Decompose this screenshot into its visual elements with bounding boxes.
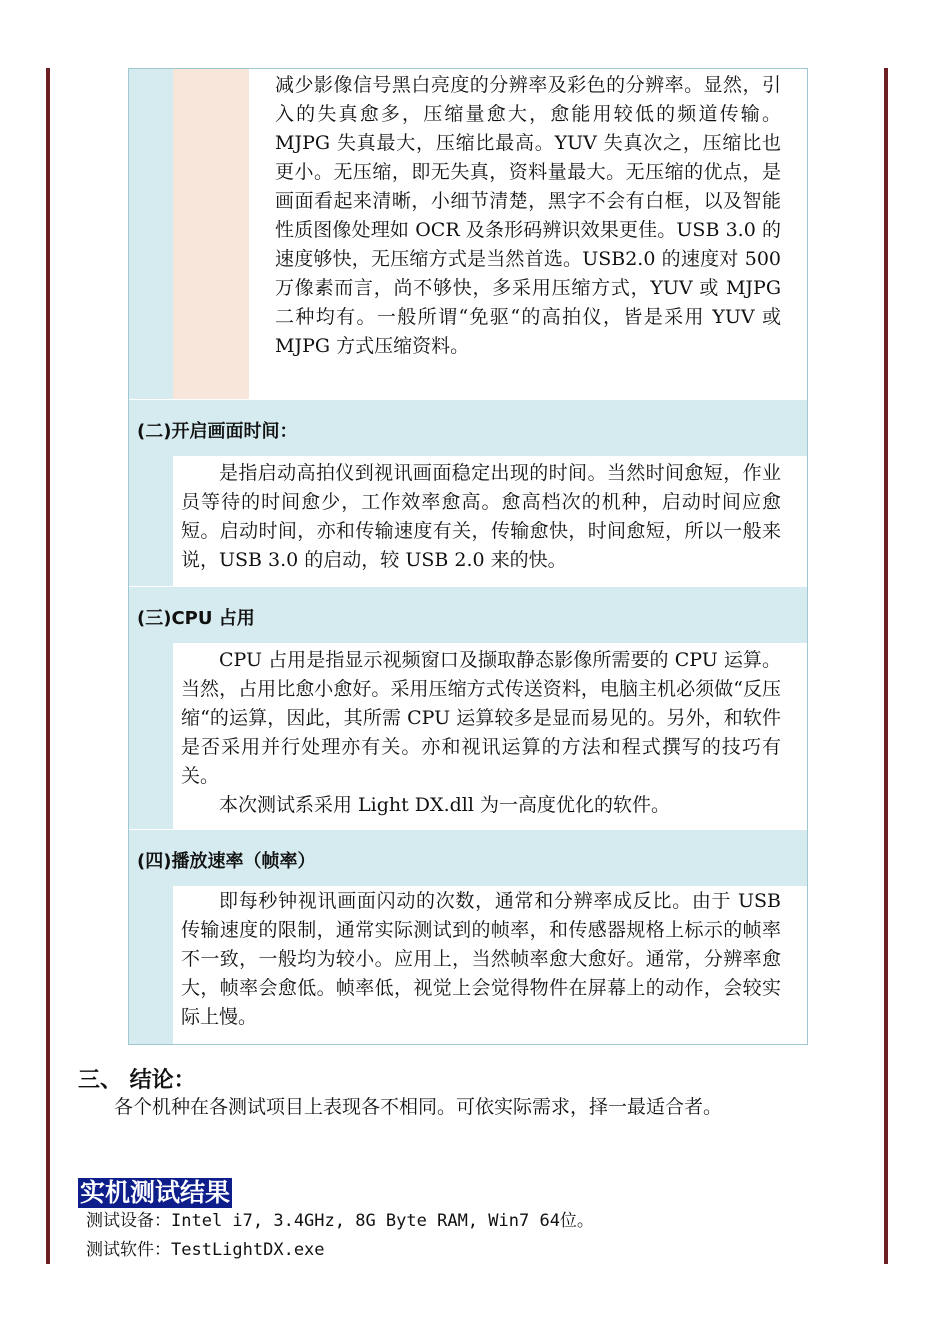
table-row-text-4	[181, 887, 781, 1032]
conclusion-text: 各个机种在各测试项目上表现各不相同。可依实际需求，择一最适合者。	[114, 1096, 723, 1118]
section3-paragraph-2: 本次测试系采用 Light DX.dll 为一高度优化的软件。	[219, 794, 670, 816]
table-peach-column	[173, 69, 249, 399]
section-heading-band-3	[129, 587, 807, 643]
table-row-text-1: 减少影像信号黑白亮度的分辨率及彩色的分辨率。显然，引入的失真愈多，压缩量愈大，愈能用较低的频道传输。MJPG 失真最大，压缩比最高。YUV 失真次之，压缩比也更小。无压缩，即无失真，资料量最大。无压缩的优点，是画面看起来清晰，小细节清楚，黑字不会有白框，以及智能性质图像处理如 OCR 及条形码辨识效果更佳。USB 3.0 的速度够快，无压缩方式是当然首选。USB2.0 的速度对 500 万像素而言，尚不够快，多采用压缩方式，YUV 或 MJPG 二种均有。一般所谓“免驱“的高拍仪，皆是采用 YUV 或 MJPG 方式压缩资料。	[275, 74, 781, 357]
section4-paragraph: 即每秒钟视讯画面闪动的次数，通常和分辨率成反比。由于 USB 传输速度的限制，通常实际测试到的帧率，和传感器规格上标示的帧率不一致，一般均为较小。应用上，当然帧率愈大愈好。通常，分辨率愈大，帧率会愈低。帧率低，视觉上会觉得物件在屏幕上的动作，会较实际上慢。	[181, 890, 781, 1028]
table-row-text-3	[181, 646, 781, 820]
section2-paragraph: 是指启动高拍仪到视讯画面稳定出现的时间。当然时间愈短，作业员等待的时间愈少，工作效率愈高。愈高档次的机种，启动时间应愈短。启动时间，亦和传输速度有关，传输愈快，时间愈短，所以一般来说，USB 3.0 的启动，较 USB 2.0 来的快。	[181, 462, 781, 571]
section-heading-4: (四)播放速率（帧率）	[137, 851, 316, 872]
section-heading-band-4	[129, 830, 807, 886]
left-margin-bar	[46, 68, 50, 1264]
table-left-column	[129, 69, 173, 399]
section-heading-3: (三)CPU 占用	[137, 608, 255, 629]
table-row-text-2	[181, 459, 781, 575]
section3-paragraph-1: CPU 占用是指显示视频窗口及撷取静态影像所需要的 CPU 运算。当然，占用比愈小愈好。采用压缩方式传送资料，电脑主机必须做“反压缩“的运算，因此，其所需 CPU 运算较多是显而易见的。另外，和软件是否采用并行处理亦有关。亦和视讯运算的方法和程式撰写的技巧有关。	[181, 649, 781, 787]
right-margin-bar	[884, 68, 888, 1264]
content-table	[128, 68, 808, 1045]
results-title: 实机测试结果	[80, 1178, 231, 1207]
section-heading-band-2	[129, 400, 807, 456]
test-device-line: 测试设备：Intel i7, 3.4GHz, 8G Byte RAM, Win7 64位。	[86, 1211, 594, 1231]
table-left-column	[129, 886, 173, 1044]
conclusion-title: 三、 结论：	[78, 1068, 196, 1093]
table-left-column	[129, 456, 173, 586]
test-software-line: 测试软件：TestLightDX.exe	[86, 1240, 325, 1260]
section-heading-2: (二)开启画面时间：	[137, 421, 298, 442]
table-left-column	[129, 643, 173, 829]
